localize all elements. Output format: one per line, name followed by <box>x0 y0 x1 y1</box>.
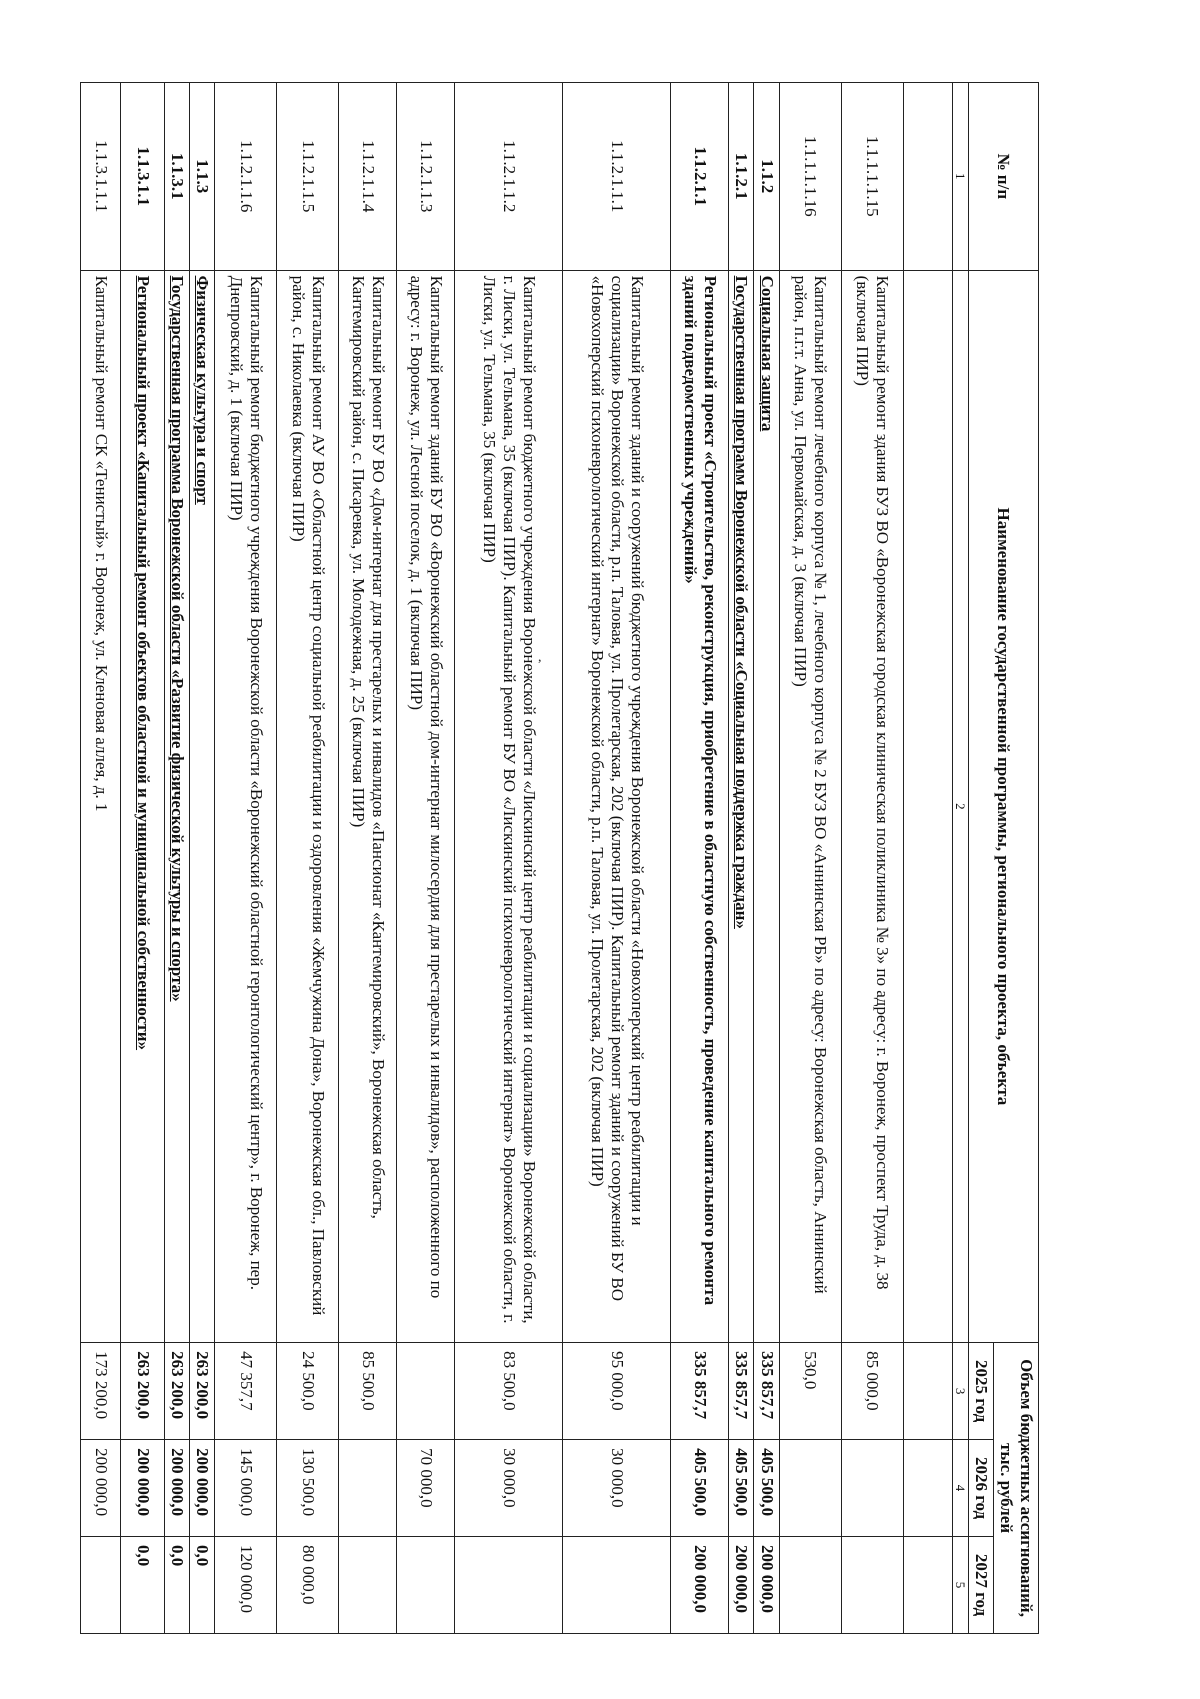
blank-cell <box>903 83 952 271</box>
value-2026: 405 500,0 <box>671 1440 729 1537</box>
value-2025: 85 000,0 <box>841 1343 903 1440</box>
row-number: 1.1.3.1 <box>165 83 190 271</box>
table-row <box>277 83 339 1634</box>
value-2026: 405 500,0 <box>729 1440 754 1537</box>
blank-row <box>903 83 952 1634</box>
budget-table <box>80 82 1039 1634</box>
value-2026: 200 000,0 <box>190 1440 215 1537</box>
value-2025: 263 200,0 <box>165 1343 190 1440</box>
value-2025: 24 500,0 <box>277 1343 339 1440</box>
table-row <box>841 83 903 1634</box>
header-row <box>993 83 1038 1634</box>
table-row <box>455 83 563 1634</box>
value-2026: 200 000,0 <box>165 1440 190 1537</box>
value-2025: 83 500,0 <box>455 1343 563 1440</box>
value-2027 <box>563 1537 671 1634</box>
column-number: 3 <box>952 1343 968 1440</box>
table-row <box>339 83 397 1634</box>
row-number: 1.1.2 <box>754 83 779 271</box>
row-number: 1.1.2.1.1.4 <box>339 83 397 271</box>
column-number: 2 <box>952 270 968 1343</box>
row-name: Капитальный ремонт зданий БУ ВО «Воронежский областной дом-интернат милосердия для престарелых и инвалидов», расположенного по адресу: г. Воронеж, ул. Лесной поселок, д. 1 (включая ПИР) <box>397 270 455 1343</box>
row-number: 1.1.2.1.1.2 <box>455 83 563 271</box>
value-2027: 0,0 <box>121 1537 165 1634</box>
header-no: № п/п <box>968 83 1038 271</box>
value-2026: 30 000,0 <box>563 1440 671 1537</box>
row-number: 1.1.1.1.1.15 <box>841 83 903 271</box>
row-number: 1.1.3.1.1.1 <box>81 83 121 271</box>
value-2025: 85 500,0 <box>339 1343 397 1440</box>
value-2027: 200 000,0 <box>671 1537 729 1634</box>
value-2025: 335 857,7 <box>729 1343 754 1440</box>
column-number: 5 <box>952 1537 968 1634</box>
header-year-2027: 2027 год <box>968 1537 993 1634</box>
column-number: 4 <box>952 1440 968 1537</box>
row-number: 1.1.2.1.1.6 <box>215 83 277 271</box>
value-2027 <box>841 1537 903 1634</box>
value-2025: 263 200,0 <box>190 1343 215 1440</box>
value-2027: 80 000,0 <box>277 1537 339 1634</box>
stray-mark: , <box>538 650 542 665</box>
row-name: Государственная программ Воронежской области «Социальная поддержка граждан» <box>729 270 754 1343</box>
value-2027 <box>397 1537 455 1634</box>
table-row <box>81 83 121 1634</box>
row-name: Капитальный ремонт лечебного корпуса № 1, лечебного корпуса № 2 БУЗ ВО «Аннинская РБ» по адресу: Воронежская область, Аннинский район, п.г.т. Анна, ул. Первомайская, д. 3 (включая ПИР) <box>779 270 841 1343</box>
value-2027 <box>339 1537 397 1634</box>
value-2027: 200 000,0 <box>754 1537 779 1634</box>
row-name: Капитальный ремонт бюджетного учреждения Воронежской области «Лискинский центр реабилитации и социализации» Воронежской области, г. Лиски, ул. Тельмана, 35 (включая ПИР). Капитальный ремонт БУ ВО «Лискинский психоневрологический интернат» Воронежской области, г. Лиски, ул. Тельмана, 35 (включая ПИР) <box>455 270 563 1343</box>
table-row <box>121 83 165 1634</box>
value-2026 <box>779 1440 841 1537</box>
value-2025: 263 200,0 <box>121 1343 165 1440</box>
value-2026 <box>339 1440 397 1537</box>
value-2025: 335 857,7 <box>671 1343 729 1440</box>
value-2026: 145 000,0 <box>215 1440 277 1537</box>
row-name: Капитальный ремонт бюджетного учреждения Воронежской области «Воронежский областной геронтологический центр», г. Воронеж, пер. Днепровский, д. 1 (включая ПИР) <box>215 270 277 1343</box>
table-row <box>165 83 190 1634</box>
row-name: Социальная защита <box>754 270 779 1343</box>
row-name: Капитальный ремонт БУ ВО «Дом-интернат для престарелых и инвалидов «Пансионат «Кантемировский», Воронежская область, Кантемировский район, с. Писаревка, ул. Молодежная, д. 25 (включая ПИР) <box>339 270 397 1343</box>
blank-cell <box>903 1537 952 1634</box>
row-name: Региональный проект «Строительство, реконструкция, приобретение в областную собственность, проведение капитального ремонта зданий подведомственных учреждений» <box>671 270 729 1343</box>
row-number: 1.1.2.1.1.1 <box>563 83 671 271</box>
table-row <box>779 83 841 1634</box>
row-name: Капитальный ремонт здания БУЗ ВО «Воронежская городская клиническая поликлиника № 3» по адресу: г. Воронеж, проспект Труда, д. 38 (включая ПИР) <box>841 270 903 1343</box>
row-number: 1.1.2.1.1.3 <box>397 83 455 271</box>
row-name: Физическая культура и спорт <box>190 270 215 1343</box>
row-number: 1.1.1.1.1.16 <box>779 83 841 271</box>
row-number: 1.1.3 <box>190 83 215 271</box>
value-2027 <box>455 1537 563 1634</box>
header-year-2025: 2025 год <box>968 1343 993 1440</box>
row-number: 1.1.2.1 <box>729 83 754 271</box>
value-2025: 47 357,7 <box>215 1343 277 1440</box>
rotated-table-page <box>91 82 1039 1634</box>
row-name: Региональный проект «Капитальный ремонт объектов областной и муниципальной собственности» <box>121 270 165 1343</box>
header-budget: Объем бюджетных ассигнований, тыс. рублей <box>993 1343 1038 1634</box>
row-name: Капитальный ремонт зданий и сооружений бюджетного учреждения Воронежской области «Новохоперский центр реабилитации и социализации» Воронежской области, р.п. Таловая, ул. Пролетарская, 202 (включая ПИР). Капитальный ремонт зданий и сооружений БУ ВО «Новохоперский психоневрологический интернат» Воронежской области, р.п. Таловая, ул. Пролетарская, 202 (включая ПИР) <box>563 270 671 1343</box>
value-2027: 0,0 <box>165 1537 190 1634</box>
value-2027 <box>81 1537 121 1634</box>
blank-cell <box>903 1440 952 1537</box>
header-name: Наименование государственной программы, регионального проекта, объекта <box>968 270 1038 1343</box>
value-2027: 0,0 <box>190 1537 215 1634</box>
value-2026: 70 000,0 <box>397 1440 455 1537</box>
column-number-row <box>952 83 968 1634</box>
table-row <box>671 83 729 1634</box>
value-2025: 530,0 <box>779 1343 841 1440</box>
value-2025 <box>397 1343 455 1440</box>
row-number: 1.1.2.1.1.5 <box>277 83 339 271</box>
value-2027 <box>779 1537 841 1634</box>
table-row <box>563 83 671 1634</box>
value-2026: 30 000,0 <box>455 1440 563 1537</box>
value-2026: 405 500,0 <box>754 1440 779 1537</box>
value-2026 <box>841 1440 903 1537</box>
value-2025: 335 857,7 <box>754 1343 779 1440</box>
table-row <box>397 83 455 1634</box>
blank-cell <box>903 270 952 1343</box>
value-2026: 200 000,0 <box>121 1440 165 1537</box>
value-2027: 120 000,0 <box>215 1537 277 1634</box>
row-number: 1.1.2.1.1 <box>671 83 729 271</box>
value-2026: 200 000,0 <box>81 1440 121 1537</box>
table-row <box>729 83 754 1634</box>
value-2026: 130 500,0 <box>277 1440 339 1537</box>
table-row <box>190 83 215 1634</box>
column-number: 1 <box>952 83 968 271</box>
value-2025: 95 000,0 <box>563 1343 671 1440</box>
value-2025: 173 200,0 <box>81 1343 121 1440</box>
value-2027: 200 000,0 <box>729 1537 754 1634</box>
row-number: 1.1.3.1.1 <box>121 83 165 271</box>
table-row <box>215 83 277 1634</box>
table-row <box>754 83 779 1634</box>
row-name: Капитальный ремонт СК «Тенистый» г. Воронеж, ул. Кленовая аллея, д. 1 <box>81 270 121 1343</box>
row-name: Капитальный ремонт АУ ВО «Областной центр социальной реабилитации и оздоровления «Жемчужина Дона», Воронежская обл., Павловский район, с. Николаевка (включая ПИР) <box>277 270 339 1343</box>
header-year-2026: 2026 год <box>968 1440 993 1537</box>
row-name: Государственная программа Воронежской области «Развитие физической культуры и спорта» <box>165 270 190 1343</box>
blank-cell <box>903 1343 952 1440</box>
